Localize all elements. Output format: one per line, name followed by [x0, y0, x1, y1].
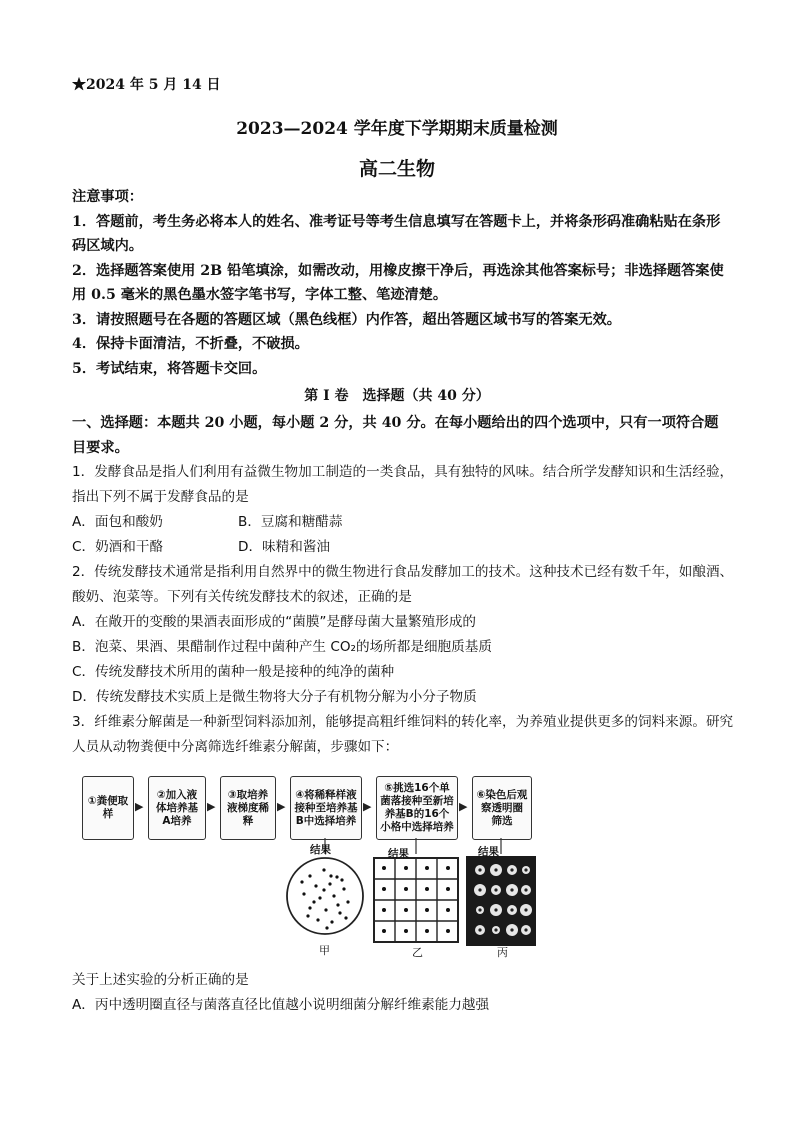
part1-instructions: 一、选择题：本题共 20 小题，每小题 2 分，共 40 分。在每小题给出的四个选项中，只有一项符合题目要求。: [72, 415, 719, 456]
q3-option-a: A．丙中透明圈直径与菌落直径比值越小说明细菌分解纤维素能力越强: [72, 997, 490, 1013]
arrow-icon: ▶: [277, 800, 286, 813]
question-1-stem: 1．发酵食品是指人们利用有益微生物加工制造的一类食品，具有独特的风味。结合所学发酵知识和生活经验，指出下列不属于发酵食品的是: [72, 464, 734, 505]
q1-option-c: C．奶酒和干酪: [72, 539, 164, 555]
result-label-3: 结果: [478, 846, 499, 858]
notes-heading: 注意事项：: [72, 189, 143, 205]
q2-option-c: C．传统发酵技术所用的菌种一般是接种的纯净的菌种: [72, 664, 395, 680]
question-1-options-row2: [72, 535, 330, 555]
caption-bing: 丙: [497, 946, 508, 959]
q1-option-b: B．豆腐和糖醋蒜: [238, 514, 343, 530]
note-item: 5．考试结束，将答题卡交回。: [72, 360, 267, 377]
step-label: ⑥染色后观察透明圈筛选: [476, 788, 528, 827]
step-label: ④将稀释样液接种至培养基B中选择培养: [294, 788, 358, 827]
subject-title: 高二生物: [358, 158, 435, 180]
q2-option-a: A．在敞开的变酸的果酒表面形成的“菌膜”是酵母菌大量繁殖形成的: [72, 614, 477, 630]
note-item: 2．选择题答案使用 2B 铅笔填涂，如需改动，用橡皮擦干净后，再选涂其他答案标号；非选择题答案使用 0.5 毫米的黑色墨水签字笔书写，字体工整、笔迹清楚。: [72, 262, 724, 303]
exam-date: ★2024 年 5 月 14 日: [72, 77, 221, 93]
plate-bing: [466, 856, 536, 946]
part1-heading: 第 I 卷 选择题（共 40 分）: [304, 388, 490, 404]
result-label-1: 结果: [310, 844, 331, 856]
result-diagrams: [72, 758, 540, 956]
caption-jia: 甲: [319, 944, 330, 957]
question-2: [72, 560, 736, 710]
arrow-icon: ▶: [207, 800, 216, 813]
plate-jia: [287, 858, 363, 934]
arrow-icon: ▶: [135, 800, 144, 813]
result-label-2: 结果: [388, 848, 409, 860]
question-3-stem: 3．纤维素分解菌是一种新型饲料添加剂，能够提高粗纤维饲料的转化率，为养殖业提供更多的饲料来源。研究人员从动物粪便中分离筛选纤维素分解菌，步骤如下：: [72, 714, 734, 755]
q2-option-d: D．传统发酵技术实质上是微生物将大分子有机物分解为小分子物质: [72, 689, 477, 705]
exam-title: 2023—2024 学年度下学期期末质量检测: [236, 119, 558, 139]
note-item: 1．答题前，考生务必将本人的姓名、准考证号等考生信息填写在答题卡上，并将条形码准确粘贴在条形码区域内。: [72, 213, 721, 254]
question-1-options-row1: [72, 510, 342, 530]
note-item: 4．保持卡面清洁，不折叠，不破损。: [72, 336, 309, 352]
arrow-icon: ▶: [363, 800, 372, 813]
step-label: ③取培养液梯度稀释: [227, 788, 269, 827]
q1-option-a: A．面包和酸奶: [72, 514, 163, 530]
arrow-icon: ▶: [459, 800, 468, 813]
step-label: ②加入液体培养基A培养: [156, 788, 198, 827]
note-item: 3．请按照题号在各题的答题区域（黑色线框）内作答，超出答题区域书写的答案无效。: [72, 311, 621, 328]
grid-yi: [374, 858, 458, 942]
step-label: ①粪便取样: [87, 795, 129, 820]
step-label: ⑤挑选16个单菌落接种至新培养基B的16个小格中选择培养: [380, 782, 454, 833]
q2-option-b: B．泡菜、果酒、果醋制作过程中菌种产生 CO₂的场所都是细胞质基质: [72, 639, 492, 655]
question-2-stem: 2．传统发酵技术通常是指利用自然界中的微生物进行食品发酵加工的技术。这种技术已经有数千年，如酿酒、酸奶、泡菜等。下列有关传统发酵技术的叙述，正确的是: [72, 564, 734, 605]
experiment-figure: [72, 758, 540, 959]
question-3-tail: 关于上述实验的分析正确的是: [72, 972, 249, 988]
caption-yi: 乙: [412, 946, 423, 959]
notes-section: [72, 185, 732, 381]
q1-option-d: D．味精和酱油: [238, 539, 331, 555]
